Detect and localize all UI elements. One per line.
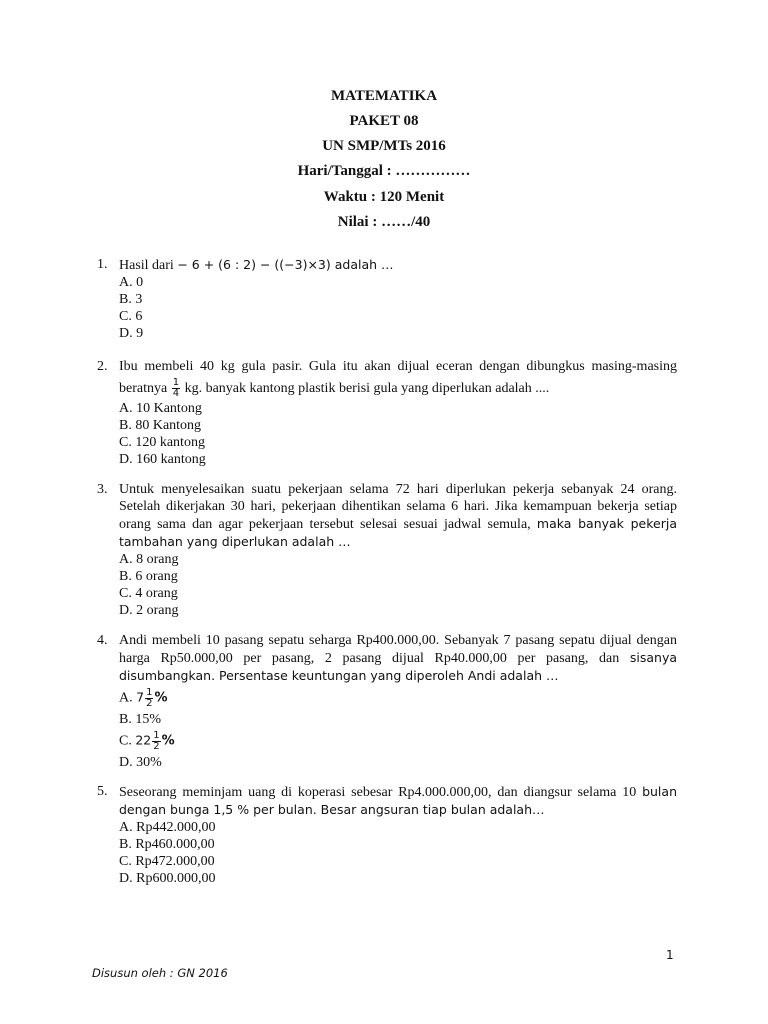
fraction-denominator: 2 xyxy=(153,741,160,752)
option: A. Rp442.000,00 xyxy=(119,820,216,835)
question-text-a: Ibu membeli 40 kg gula pasir. Gula itu akan dijual eceran dengan dibungkus masing-masing beratnya xyxy=(119,359,677,396)
option: B. Rp460.000,00 xyxy=(119,837,215,852)
question-1 xyxy=(97,256,677,342)
fraction-denominator: 4 xyxy=(172,388,180,400)
option: A. 8 orang xyxy=(119,552,179,567)
page-number: 1 xyxy=(666,948,674,962)
exam-score: Nilai : ……/40 xyxy=(337,214,431,230)
question-number: 2. xyxy=(97,359,108,374)
exam-paket: PAKET 08 xyxy=(349,113,419,129)
question-text xyxy=(119,632,677,685)
question-number: 5. xyxy=(97,784,108,799)
question-text xyxy=(119,256,677,274)
option-b: B. 15% xyxy=(119,712,161,727)
fraction-numerator: 1 xyxy=(172,377,180,389)
exam-date: Hari/Tanggal : …………… xyxy=(297,163,471,179)
question-text-b: kg. banyak kantong plastik berisi gula yang diperlukan adalah .... xyxy=(181,381,550,396)
option: A. 10 Kantong xyxy=(119,401,202,416)
question-text-a: Untuk menyelesaikan suatu pekerjaan selama 72 hari diperlukan pekerja sebanyak 24 orang. Setelah dikerjakan 30 hari, pekerjaan dihentikan selama 6 hari. Jika kemampuan bekerja setiap orang sama dan agar pekerjaan tersebut selesai sesuai jadwal semula, xyxy=(119,482,677,532)
fraction xyxy=(172,378,180,399)
percent-sign: % xyxy=(161,733,175,749)
exam-time: Waktu : 120 Menit xyxy=(323,189,445,205)
option-a xyxy=(119,688,677,709)
option: C. 6 xyxy=(119,309,143,324)
option: A. 0 xyxy=(119,275,144,290)
option-label: C. xyxy=(119,733,136,749)
question-number: 1. xyxy=(97,257,108,272)
option-d: D. 30% xyxy=(119,755,162,770)
question-text-a: Andi membeli 10 pasang sepatu seharga Rp400.000,00. Sebanyak 7 pasang sepatu dijual dengan harga Rp50.000,00 per pasang, 2 pasang dijual Rp40.000,00 per pasang, dan xyxy=(119,633,677,666)
option: D. Rp600.000,00 xyxy=(119,871,216,886)
option: C. 120 kantong xyxy=(119,435,205,450)
option: B. 80 Kantong xyxy=(119,418,202,433)
exam-title: UN SMP/MTs 2016 xyxy=(322,138,446,154)
question-2 xyxy=(97,356,677,468)
percent-sign: % xyxy=(154,690,168,706)
option: C. 4 orang xyxy=(119,586,178,601)
mixed-whole: 7 xyxy=(136,689,145,705)
question-text xyxy=(119,783,677,819)
question-number: 3. xyxy=(97,482,108,497)
question-text xyxy=(119,481,677,551)
option: D. 160 kantong xyxy=(119,452,206,467)
question-text-b: sisanya disumbangkan. Persentase keuntungan yang diperoleh Andi adalah … xyxy=(119,650,677,683)
fraction-numerator: 1 xyxy=(146,687,153,698)
fraction xyxy=(145,688,153,709)
fraction xyxy=(152,731,160,752)
fraction-numerator: 1 xyxy=(153,730,160,741)
fraction-denominator: 2 xyxy=(146,698,153,709)
mixed-whole: 22 xyxy=(135,732,152,748)
option: D. 9 xyxy=(119,326,144,341)
question-text-b: bulan dengan bunga 1,5 % per bulan. Besar angsuran tiap bulan adalah… xyxy=(119,784,677,817)
option-label: A. xyxy=(119,690,137,706)
question-text-b: maka banyak pekerja tambahan yang diperlukan adalah … xyxy=(119,516,677,549)
exam-subject: MATEMATIKA xyxy=(330,88,438,104)
question-text-a: Seseorang meminjam uang di koperasi sebesar Rp4.000.000,00, dan diangsur selama 10 xyxy=(119,785,643,800)
question-number: 4. xyxy=(97,633,108,648)
option-c xyxy=(119,731,677,752)
question-math: − 6 + (6 : 2) − ((−3)×3) adalah … xyxy=(177,257,394,272)
question-3 xyxy=(97,481,677,619)
footer-credit: Disusun oleh : GN 2016 xyxy=(92,966,228,980)
option: C. Rp472.000,00 xyxy=(119,854,215,869)
option: D. 2 orang xyxy=(119,603,179,618)
option: B. 6 orang xyxy=(119,569,178,584)
option: B. 3 xyxy=(119,292,143,307)
question-4 xyxy=(97,632,677,771)
question-lead: Hasil dari xyxy=(119,258,178,273)
question-5 xyxy=(97,783,677,887)
question-text xyxy=(119,356,677,400)
